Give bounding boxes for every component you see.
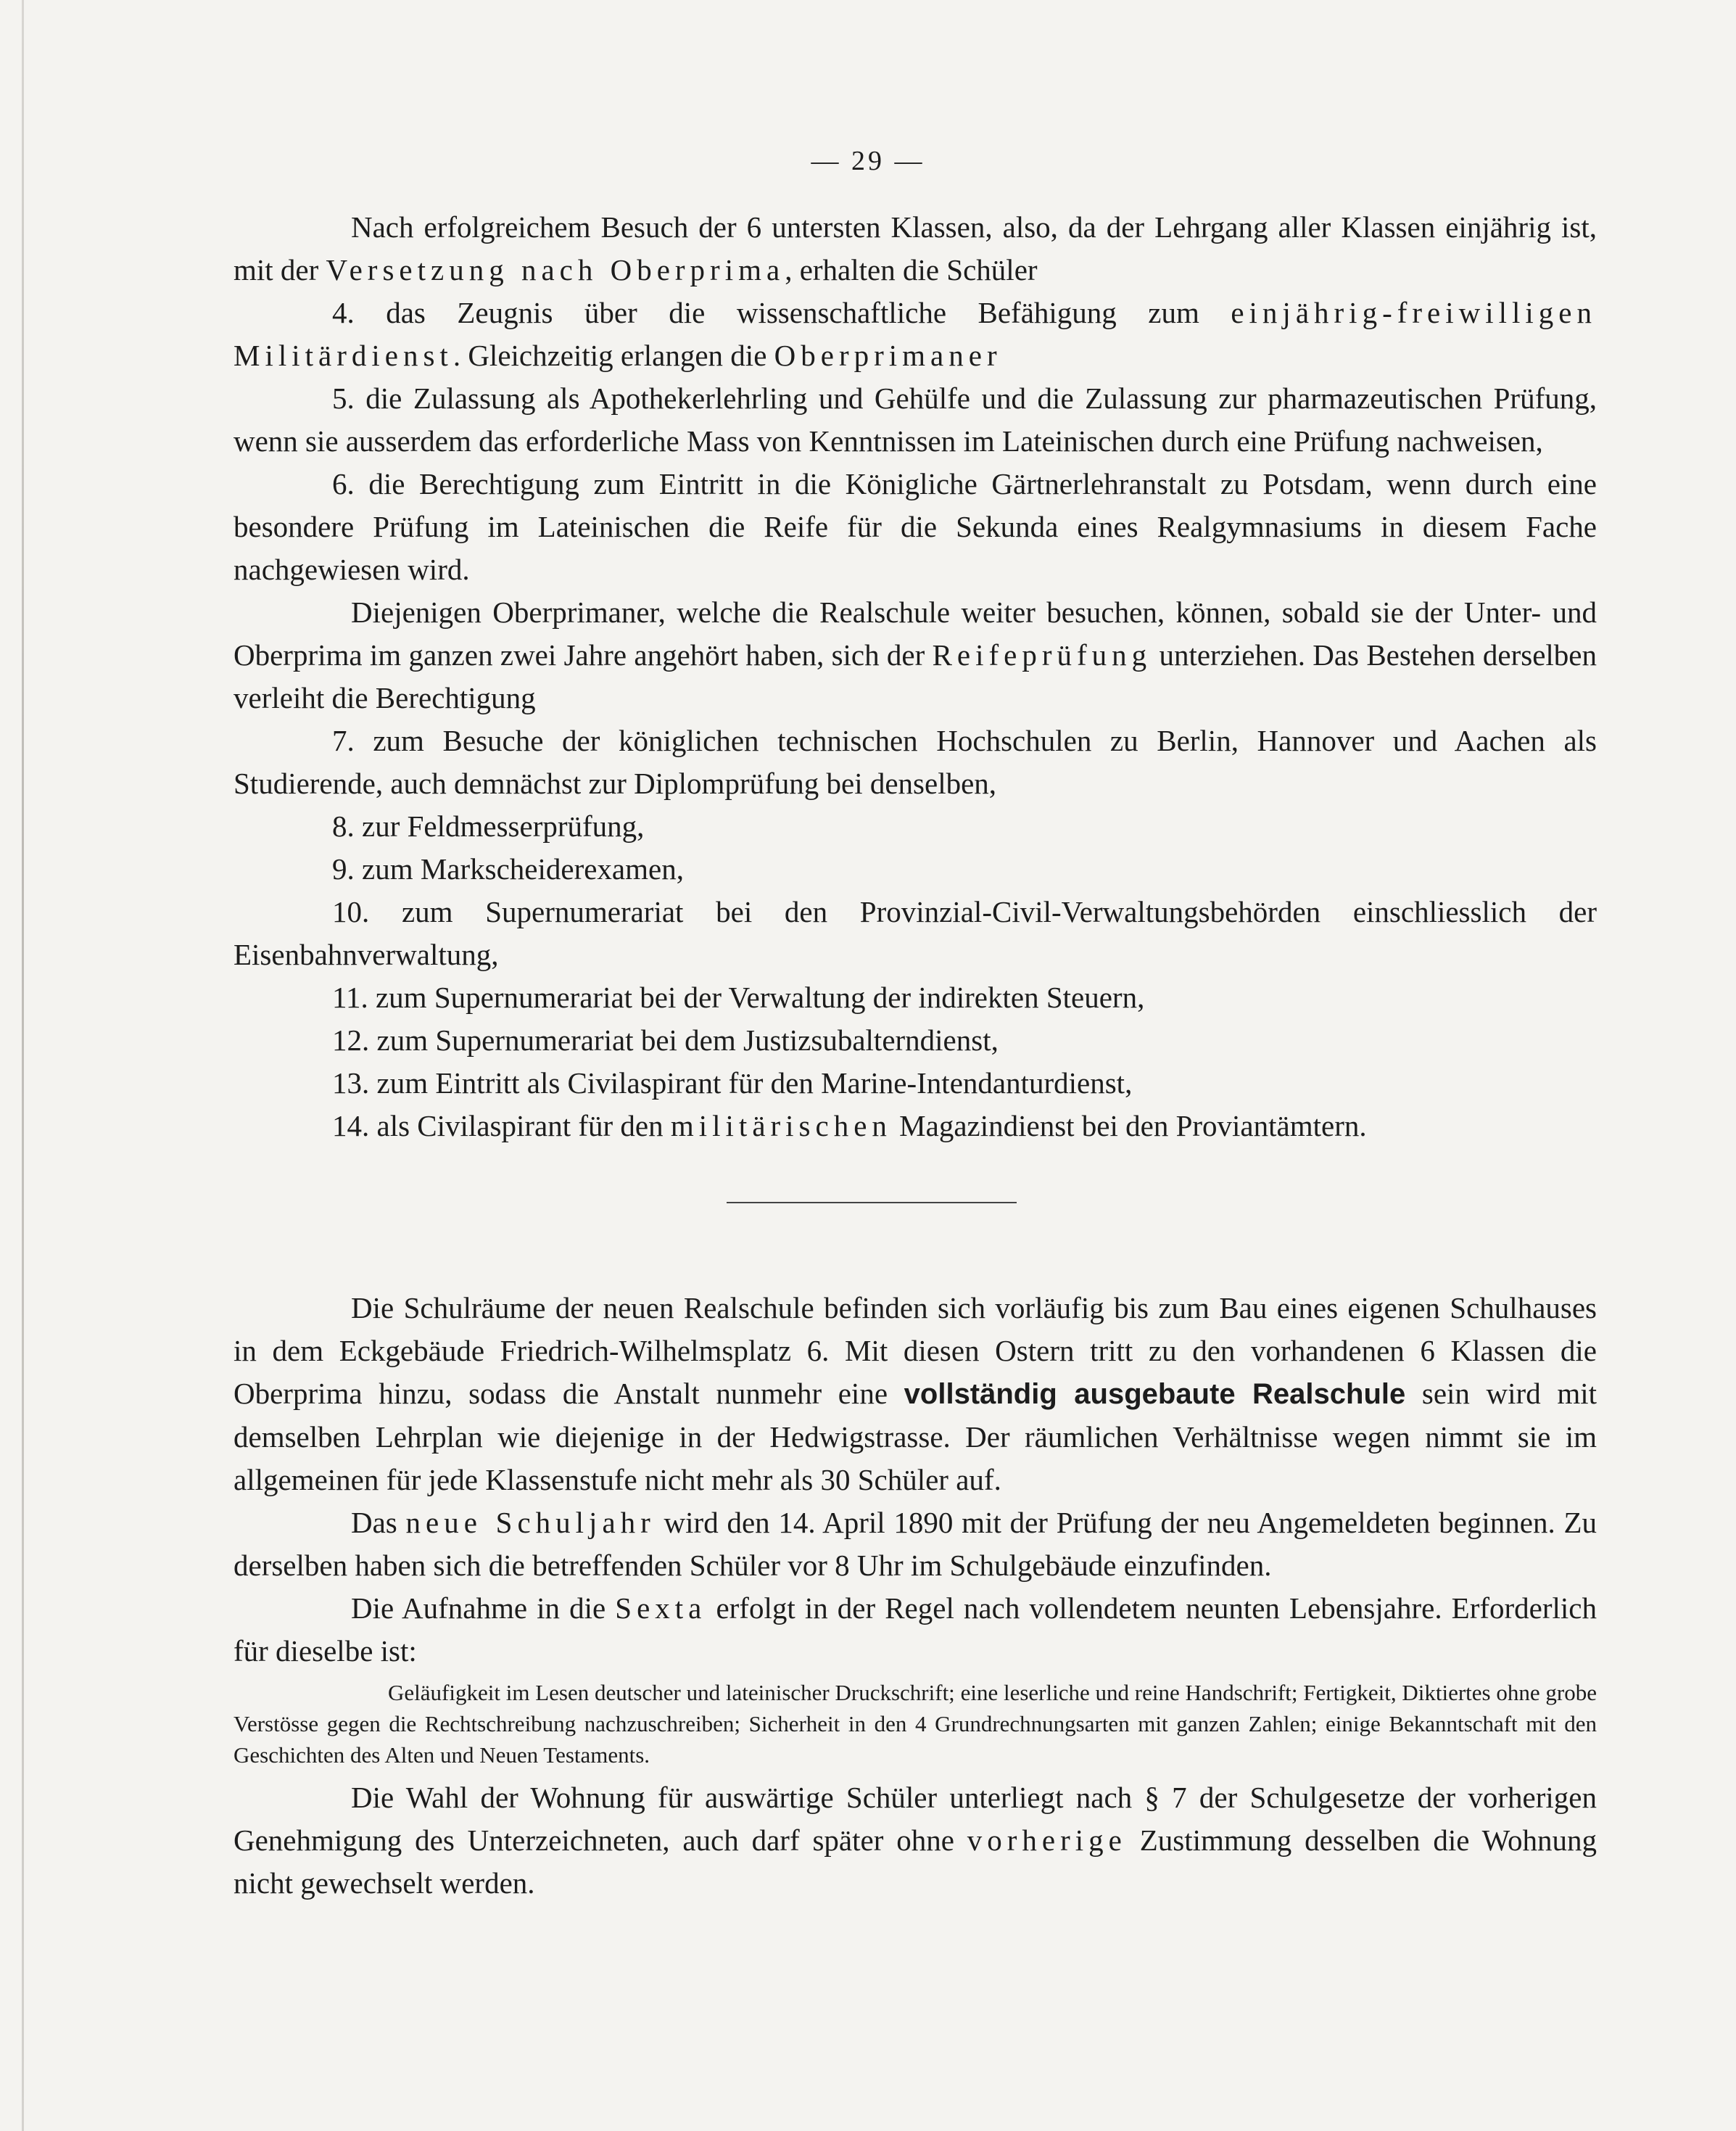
page-body (233, 206, 1597, 1905)
section-gap (233, 1203, 1597, 1287)
paragraph-aufnahme: Die Aufnahme in die Sexta erfolgt in der Regel nach vollendetem neunten Lebensjahre. Erforderlich für dieselbe ist: (233, 1591, 1597, 1668)
page-number: — 29 — (811, 146, 925, 176)
list-item-6: 6. die Berechtigung zum Eintritt in die Königliche Gärtnerlehranstalt zu Potsdam, wenn durch eine besondere Prüfung im Lateinischen die Reife für die Sekunda eines Realgymnasiums in diesem Fache nachgewiesen wird. (233, 467, 1597, 586)
paragraph-wohnung: Die Wahl der Wohnung für auswärtige Schüler unterliegt nach § 7 der Schulgesetze der vorherigen Genehmigung des Unterzeichneten, auch darf später ohne vorherige Zustimmung desselben die Wohnung nicht gewechselt werden. (233, 1781, 1597, 1900)
paragraph-schulraeume: Die Schulräume der neuen Realschule befinden sich vorläufig bis zum Bau eines eigenen Schulhauses in dem Eckgebäude Friedrich-Wilhelmsplatz 6. Mit diesen Ostern tritt zu den vorhandenen 6 Klassen die Oberprima hinzu, sodass die Anstalt nunmehr eine vollständig ausgebaute Realschule sein wird mit demselben Lehrplan wie diejenige in der Hedwigstrasse. Der räumlichen Verhältnisse wegen nimmt sie im allgemeinen für jede Klassenstufe nicht mehr als 30 Schüler auf. (233, 1291, 1597, 1496)
paragraph-schuljahr: Das neue Schuljahr wird den 14. April 1890 mit der Prüfung der neu Angemeldeten beginnen. Zu derselben haben sich die betreffenden Schüler vor 8 Uhr im Schulgebäude einzufinden. (233, 1506, 1597, 1582)
paragraph-promotion: Nach erfolgreichem Besuch der 6 untersten Klassen, also, da der Lehrgang aller Klassen einjährig ist, mit der Versetzung nach Oberprima, erhalten die Schüler (233, 210, 1597, 287)
list-item-5: 5. die Zulassung als Apothekerlehrling und Gehülfe und die Zulassung zur pharmazeutischen Prüfung, wenn sie ausserdem das erforderliche Mass von Kenntnissen im Lateinischen durch eine Prüfung nachweisen, (233, 382, 1597, 458)
list-item-7: 7. zum Besuche der königlichen technischen Hochschulen zu Berlin, Hannover und Aachen als Studierende, auch demnächst zur Diplomprüfung bei denselben, (233, 724, 1597, 800)
list-item-12: 12. zum Supernumerariat bei dem Justizsubalterndienst, (332, 1023, 999, 1057)
list-item-13: 13. zum Eintritt als Civilaspirant für den Marine-Intendanturdienst, (332, 1066, 1133, 1100)
page-edge (22, 0, 24, 2131)
list-item-14: 14. als Civilaspirant für den militärischen Magazindienst bei den Proviantämtern. (332, 1109, 1367, 1142)
list-item-9: 9. zum Markscheiderexamen, (332, 852, 684, 886)
requirements-text: Geläufigkeit im Lesen deutscher und lateinischer Druckschrift; eine leserliche und reine Handschrift; Fertigkeit, Diktiertes ohne grobe Verstösse gegen die Rechtschreibung nachzuschreiben; Sicherheit in den 4 Grundrechnungsarten mit ganzen Zahlen; einige Bekanntschaft mit den Geschichten des Alten und Neuen Testaments. (233, 1680, 1597, 1768)
list-item-4: 4. das Zeugnis über die wissenschaftliche Befähigung zum einjährig-freiwilligen Militärdienst. Gleichzeitig erlangen die Oberprimaner (233, 296, 1597, 372)
paragraph-oberprimaner: Diejenigen Oberprimaner, welche die Realschule weiter besuchen, können, sobald sie der Unter- und Oberprima im ganzen zwei Jahre angehört haben, sich der Reifeprüfung unterziehen. Das Bestehen derselben verleiht die Berechtigung (233, 595, 1597, 714)
list-item-11: 11. zum Supernumerariat bei der Verwaltung der indirekten Steuern, (332, 981, 1145, 1014)
list-item-10: 10. zum Supernumerariat bei den Provinzial-Civil-Verwaltungsbehörden einschliesslich der Eisenbahnverwaltung, (233, 895, 1597, 971)
section-divider (727, 1202, 1017, 1203)
list-item-8: 8. zur Feldmesserprüfung, (332, 809, 645, 843)
